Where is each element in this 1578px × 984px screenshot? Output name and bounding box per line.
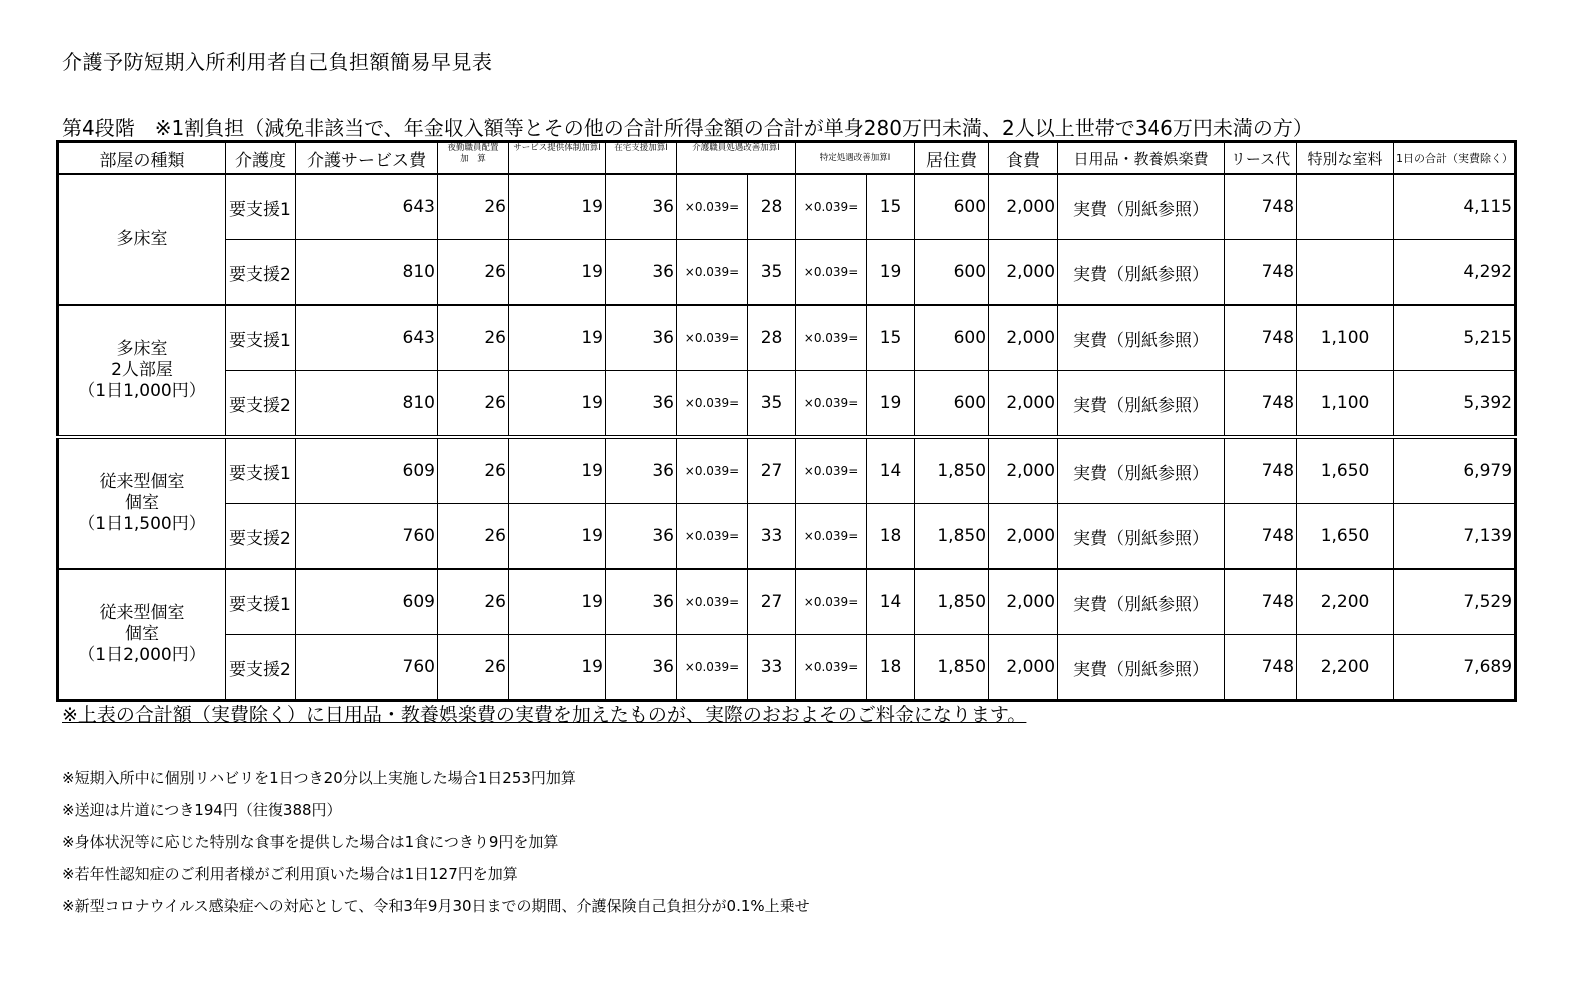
special-staff-fee: 14 bbox=[867, 437, 915, 504]
header-home: 在宅支援加算Ⅰ bbox=[606, 142, 677, 175]
note-item: ※送迎は片道につき194円（往復388円） bbox=[62, 801, 342, 819]
food-fee: 2,000 bbox=[989, 635, 1058, 701]
header-care: 介護度 bbox=[226, 142, 296, 175]
header-total: 1日の合計（実費除く） bbox=[1394, 142, 1516, 175]
provision-fee: 19 bbox=[509, 371, 606, 438]
care-staff-multiplier: ×0.039= bbox=[677, 240, 748, 306]
daily-total: 7,529 bbox=[1394, 569, 1516, 635]
note-item: ※若年性認知症のご利用者様がご利用頂いた場合は1日127円を加算 bbox=[62, 865, 518, 883]
special-room-fee: 1,100 bbox=[1297, 371, 1394, 438]
note-item: ※身体状況等に応じた特別な食事を提供した場合は1食につきり9円を加算 bbox=[62, 833, 559, 851]
lease-fee: 748 bbox=[1225, 569, 1297, 635]
care-staff-multiplier: ×0.039= bbox=[677, 635, 748, 701]
home-support-fee: 36 bbox=[606, 569, 677, 635]
note-item: ※新型コロナウイルス感染症への対応として、令和3年9月30日までの期間、介護保険自己負担分が0.1%上乗せ bbox=[62, 897, 810, 915]
service-fee: 643 bbox=[296, 174, 438, 240]
food-fee: 2,000 bbox=[989, 569, 1058, 635]
residence-fee: 1,850 bbox=[915, 635, 989, 701]
table-header-row bbox=[58, 142, 1516, 175]
special-room-fee: 2,200 bbox=[1297, 569, 1394, 635]
residence-fee: 1,850 bbox=[915, 569, 989, 635]
residence-fee: 600 bbox=[915, 174, 989, 240]
care-staff-fee: 28 bbox=[748, 174, 796, 240]
header-service: 介護サービス費 bbox=[296, 142, 438, 175]
care-level: 要支援2 bbox=[226, 635, 296, 701]
residence-fee: 1,850 bbox=[915, 504, 989, 570]
home-support-fee: 36 bbox=[606, 504, 677, 570]
lease-fee: 748 bbox=[1225, 635, 1297, 701]
room-type-line: （1日2,000円） bbox=[78, 645, 206, 665]
home-support-fee: 36 bbox=[606, 371, 677, 438]
care-staff-multiplier: ×0.039= bbox=[677, 371, 748, 438]
header-residence: 居住費 bbox=[915, 142, 989, 175]
table-row bbox=[58, 504, 1516, 570]
care-level: 要支援1 bbox=[226, 569, 296, 635]
room-type-line: 個室 bbox=[125, 624, 159, 644]
service-fee: 609 bbox=[296, 569, 438, 635]
daily-goods-fee: 実費（別紙参照） bbox=[1058, 174, 1225, 240]
table-row bbox=[58, 240, 1516, 306]
care-level: 要支援1 bbox=[226, 174, 296, 240]
daily-goods-fee: 実費（別紙参照） bbox=[1058, 569, 1225, 635]
room-type-line: （1日1,000円） bbox=[78, 381, 206, 401]
food-fee: 2,000 bbox=[989, 174, 1058, 240]
service-fee: 760 bbox=[296, 504, 438, 570]
document-subtitle: 第4段階 ※1割負担（減免非該当で、年金収入額等とその他の合計所得金額の合計が単身280万円未満、2人以上世帯で346万円未満の方） bbox=[62, 116, 1313, 140]
special-room-fee: 2,200 bbox=[1297, 635, 1394, 701]
lease-fee: 748 bbox=[1225, 174, 1297, 240]
residence-fee: 600 bbox=[915, 305, 989, 371]
night-staff-fee: 26 bbox=[438, 569, 509, 635]
night-staff-fee: 26 bbox=[438, 240, 509, 306]
provision-fee: 19 bbox=[509, 437, 606, 504]
room-type-line: 多床室 bbox=[116, 229, 168, 249]
room-type-line: （1日1,500円） bbox=[78, 514, 206, 534]
daily-goods-fee: 実費（別紙参照） bbox=[1058, 504, 1225, 570]
care-level: 要支援1 bbox=[226, 437, 296, 504]
special-staff-fee: 18 bbox=[867, 504, 915, 570]
care-level: 要支援2 bbox=[226, 240, 296, 306]
table-row bbox=[58, 569, 1516, 635]
room-type-line: 従来型個室 bbox=[99, 603, 185, 623]
header-special-staff: 特定処遇改善加算Ⅰ bbox=[796, 142, 915, 175]
header-night: 夜勤職員配置 加 算 bbox=[438, 142, 509, 175]
residence-fee: 600 bbox=[915, 240, 989, 306]
food-fee: 2,000 bbox=[989, 371, 1058, 438]
night-staff-fee: 26 bbox=[438, 174, 509, 240]
special-room-fee bbox=[1297, 174, 1394, 240]
special-room-fee bbox=[1297, 240, 1394, 306]
night-staff-fee: 26 bbox=[438, 305, 509, 371]
residence-fee: 1,850 bbox=[915, 437, 989, 504]
lease-fee: 748 bbox=[1225, 437, 1297, 504]
care-staff-fee: 35 bbox=[748, 240, 796, 306]
home-support-fee: 36 bbox=[606, 174, 677, 240]
night-staff-fee: 26 bbox=[438, 635, 509, 701]
care-staff-multiplier: ×0.039= bbox=[677, 305, 748, 371]
night-staff-fee: 26 bbox=[438, 437, 509, 504]
document-title: 介護予防短期入所利用者自己負担額簡易早見表 bbox=[62, 50, 493, 74]
provision-fee: 19 bbox=[509, 305, 606, 371]
care-staff-fee: 33 bbox=[748, 635, 796, 701]
home-support-fee: 36 bbox=[606, 437, 677, 504]
table-body bbox=[58, 174, 1516, 701]
home-support-fee: 36 bbox=[606, 305, 677, 371]
header-lease: リース代 bbox=[1225, 142, 1297, 175]
header-care-staff: 介護職員処遇改善加算Ⅰ bbox=[677, 142, 796, 175]
special-room-fee: 1,650 bbox=[1297, 437, 1394, 504]
care-staff-fee: 33 bbox=[748, 504, 796, 570]
care-staff-fee: 35 bbox=[748, 371, 796, 438]
note-item: ※短期入所中に個別リハビリを1日つき20分以上実施した場合1日253円加算 bbox=[62, 769, 576, 787]
table-row bbox=[58, 437, 1516, 504]
provision-fee: 19 bbox=[509, 635, 606, 701]
care-staff-multiplier: ×0.039= bbox=[677, 569, 748, 635]
daily-total: 7,139 bbox=[1394, 504, 1516, 570]
room-type-line: 個室 bbox=[125, 493, 159, 513]
room-type-cell bbox=[58, 305, 226, 437]
daily-total: 5,215 bbox=[1394, 305, 1516, 371]
header-daily: 日用品・教養娯楽費 bbox=[1058, 142, 1225, 175]
service-fee: 760 bbox=[296, 635, 438, 701]
table-row bbox=[58, 371, 1516, 438]
daily-goods-fee: 実費（別紙参照） bbox=[1058, 437, 1225, 504]
special-staff-multiplier: ×0.039= bbox=[796, 635, 867, 701]
food-fee: 2,000 bbox=[989, 305, 1058, 371]
care-staff-fee: 27 bbox=[748, 569, 796, 635]
header-food: 食費 bbox=[989, 142, 1058, 175]
special-staff-multiplier: ×0.039= bbox=[796, 174, 867, 240]
service-fee: 643 bbox=[296, 305, 438, 371]
provision-fee: 19 bbox=[509, 174, 606, 240]
special-staff-multiplier: ×0.039= bbox=[796, 371, 867, 438]
special-staff-fee: 18 bbox=[867, 635, 915, 701]
special-staff-fee: 15 bbox=[867, 174, 915, 240]
table-row bbox=[58, 635, 1516, 701]
room-type-cell bbox=[58, 437, 226, 569]
special-staff-multiplier: ×0.039= bbox=[796, 437, 867, 504]
room-type-cell bbox=[58, 174, 226, 305]
food-fee: 2,000 bbox=[989, 240, 1058, 306]
main-note: ※上表の合計額（実費除く）に日用品・教養娯楽費の実費を加えたものが、実際のおおよそのご料金になります。 bbox=[62, 704, 1027, 726]
daily-goods-fee: 実費（別紙参照） bbox=[1058, 305, 1225, 371]
food-fee: 2,000 bbox=[989, 437, 1058, 504]
care-level: 要支援2 bbox=[226, 504, 296, 570]
daily-total: 7,689 bbox=[1394, 635, 1516, 701]
care-staff-multiplier: ×0.039= bbox=[677, 437, 748, 504]
room-type-line: 多床室 bbox=[116, 339, 168, 359]
header-room: 部屋の種類 bbox=[58, 142, 226, 175]
care-staff-multiplier: ×0.039= bbox=[677, 504, 748, 570]
service-fee: 810 bbox=[296, 371, 438, 438]
special-staff-multiplier: ×0.039= bbox=[796, 569, 867, 635]
service-fee: 810 bbox=[296, 240, 438, 306]
table-row bbox=[58, 174, 1516, 240]
special-staff-fee: 19 bbox=[867, 371, 915, 438]
lease-fee: 748 bbox=[1225, 371, 1297, 438]
service-fee: 609 bbox=[296, 437, 438, 504]
header-provision: サービス提供体制加算Ⅰ bbox=[509, 142, 606, 175]
provision-fee: 19 bbox=[509, 569, 606, 635]
night-staff-fee: 26 bbox=[438, 504, 509, 570]
care-staff-fee: 28 bbox=[748, 305, 796, 371]
special-room-fee: 1,100 bbox=[1297, 305, 1394, 371]
daily-goods-fee: 実費（別紙参照） bbox=[1058, 240, 1225, 306]
special-staff-fee: 19 bbox=[867, 240, 915, 306]
special-staff-multiplier: ×0.039= bbox=[796, 305, 867, 371]
care-level: 要支援2 bbox=[226, 371, 296, 438]
special-staff-fee: 15 bbox=[867, 305, 915, 371]
lease-fee: 748 bbox=[1225, 240, 1297, 306]
special-staff-multiplier: ×0.039= bbox=[796, 240, 867, 306]
table-row bbox=[58, 305, 1516, 371]
daily-total: 4,292 bbox=[1394, 240, 1516, 306]
care-staff-fee: 27 bbox=[748, 437, 796, 504]
home-support-fee: 36 bbox=[606, 635, 677, 701]
daily-goods-fee: 実費（別紙参照） bbox=[1058, 635, 1225, 701]
special-staff-multiplier: ×0.039= bbox=[796, 504, 867, 570]
home-support-fee: 36 bbox=[606, 240, 677, 306]
provision-fee: 19 bbox=[509, 504, 606, 570]
special-room-fee: 1,650 bbox=[1297, 504, 1394, 570]
notes-list bbox=[62, 762, 810, 922]
residence-fee: 600 bbox=[915, 371, 989, 438]
room-type-cell bbox=[58, 569, 226, 701]
room-type-line: 従来型個室 bbox=[99, 472, 185, 492]
room-type-line: 2人部屋 bbox=[111, 360, 173, 380]
care-staff-multiplier: ×0.039= bbox=[677, 174, 748, 240]
daily-total: 4,115 bbox=[1394, 174, 1516, 240]
lease-fee: 748 bbox=[1225, 305, 1297, 371]
special-staff-fee: 14 bbox=[867, 569, 915, 635]
lease-fee: 748 bbox=[1225, 504, 1297, 570]
food-fee: 2,000 bbox=[989, 504, 1058, 570]
fee-table bbox=[56, 140, 1517, 702]
daily-total: 5,392 bbox=[1394, 371, 1516, 438]
daily-goods-fee: 実費（別紙参照） bbox=[1058, 371, 1225, 438]
provision-fee: 19 bbox=[509, 240, 606, 306]
care-level: 要支援1 bbox=[226, 305, 296, 371]
night-staff-fee: 26 bbox=[438, 371, 509, 438]
header-special-room: 特別な室料 bbox=[1297, 142, 1394, 175]
daily-total: 6,979 bbox=[1394, 437, 1516, 504]
